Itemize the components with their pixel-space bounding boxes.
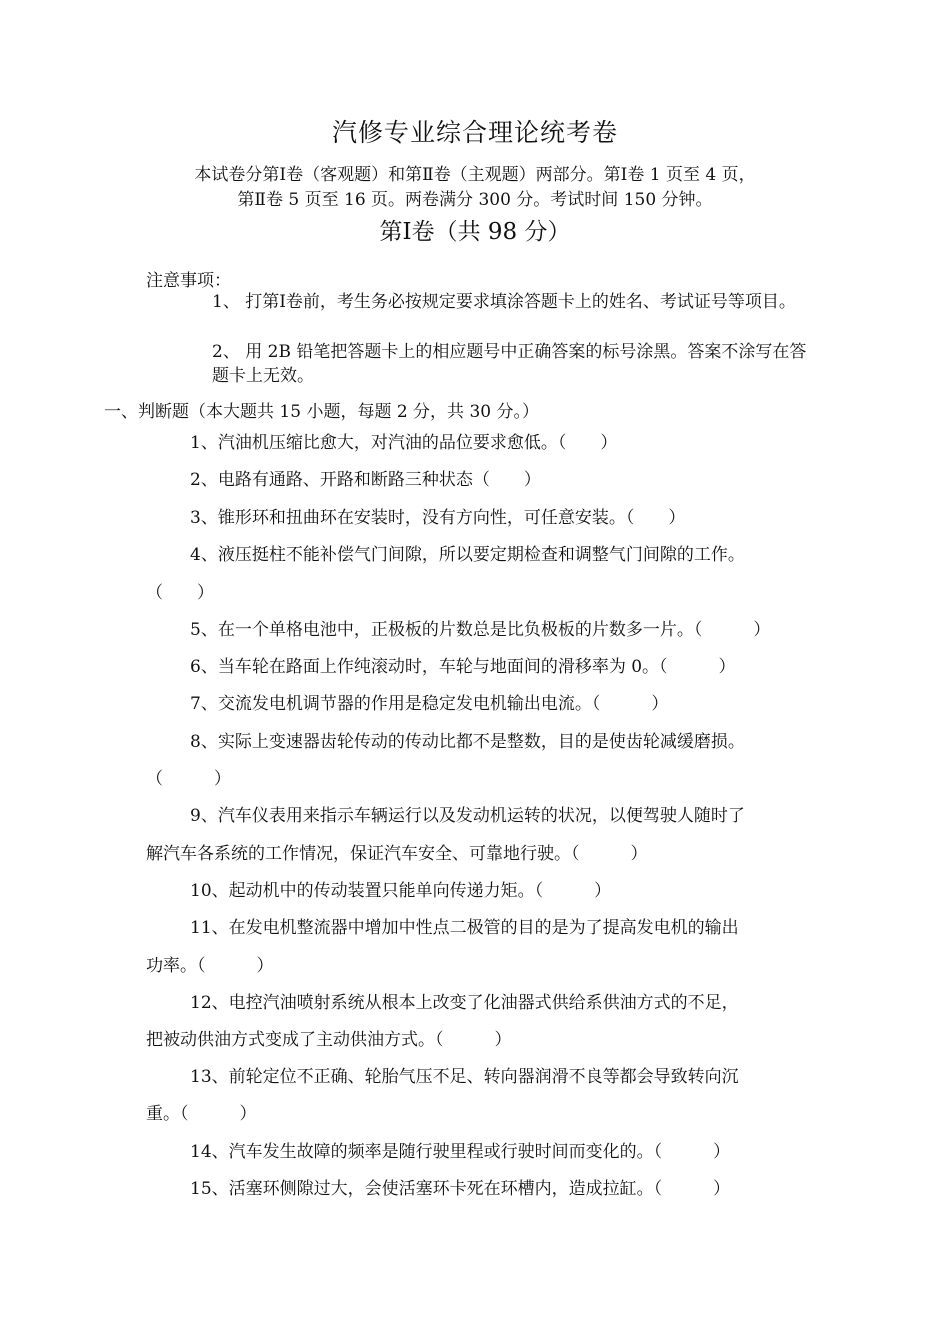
question-4: 4、液压挺柱不能补偿气门间隙，所以要定期检查和调整气门间隙的工作。	[190, 545, 745, 565]
question-4-cont: （ ）	[146, 583, 214, 603]
notice-item-2: 2、 用 2B 铅笔把答题卡上的相应题号中正确答案的标号涂黑。答案不涂写在答题卡上无效。	[212, 342, 807, 386]
question-2: 2、电路有通路、开路和断路三种状态（ ）	[190, 470, 541, 490]
question-8-cont: （ ）	[146, 769, 231, 789]
question-9-cont: 解汽车各系统的工作情况，保证汽车安全、可靠地行驶。（ ）	[146, 844, 648, 864]
question-11-cont: 功率。（ ）	[146, 956, 274, 976]
section-heading: 一、判断题（本大题共 15 小题，每题 2 分，共 30 分。）	[104, 402, 540, 422]
question-1: 1、汽油机压缩比愈大，对汽油的品位要求愈低。（ ）	[190, 433, 618, 453]
notice-item-1: 1、 打第Ⅰ卷前，考生务必按规定要求填涂答题卡上的姓名、考试证号等项目。	[212, 292, 796, 312]
intro-line-1: 本试卷分第Ⅰ卷（客观题）和第Ⅱ卷（主观题）两部分。第Ⅰ卷 1 页至 4 页，	[194, 165, 756, 185]
question-14: 14、汽车发生故障的频率是随行驶里程或行驶时间而变化的。（ ）	[190, 1142, 731, 1162]
question-12: 12、电控汽油喷射系统从根本上改变了化油器式供给系供油方式的不足，	[190, 993, 739, 1013]
question-12-cont: 把被动供油方式变成了主动供油方式。（ ）	[146, 1030, 512, 1050]
question-8: 8、实际上变速器齿轮传动的传动比都不是整数，目的是使齿轮减缓磨损。	[190, 732, 745, 752]
question-10: 10、起动机中的传动装置只能单向传递力矩。（ ）	[190, 881, 612, 901]
notice-heading: 注意事项：	[146, 271, 231, 291]
intro-line-2: 第Ⅱ卷 5 页至 16 页。两卷满分 300 分。考试时间 150 分钟。	[237, 190, 713, 210]
question-13: 13、前轮定位不正确、轮胎气压不足、转向器润滑不良等都会导致转向沉	[190, 1067, 739, 1087]
question-13-cont: 重。（ ）	[146, 1104, 257, 1124]
question-15: 15、活塞环侧隙过大，会使活塞环卡死在环槽内，造成拉缸。（ ）	[190, 1179, 731, 1199]
question-7: 7、交流发电机调节器的作用是稳定发电机输出电流。（ ）	[190, 694, 669, 714]
question-5: 5、在一个单格电池中，正极板的片数总是比负极板的片数多一片。（ ）	[190, 620, 771, 640]
question-3: 3、锥形环和扭曲环在安装时，没有方向性，可任意安装。（ ）	[190, 508, 686, 528]
volume-title: 第Ⅰ卷（共 98 分）	[379, 219, 571, 245]
question-6: 6、当车轮在路面上作纯滚动时，车轮与地面间的滑移率为 0。（ ）	[190, 657, 736, 677]
question-9: 9、汽车仪表用来指示车辆运行以及发动机运转的状况，以便驾驶人随时了	[190, 806, 745, 826]
exam-title: 汽修专业综合理论统考卷	[331, 118, 618, 147]
question-11: 11、在发电机整流器中增加中性点二极管的目的是为了提高发电机的输出	[190, 918, 739, 938]
